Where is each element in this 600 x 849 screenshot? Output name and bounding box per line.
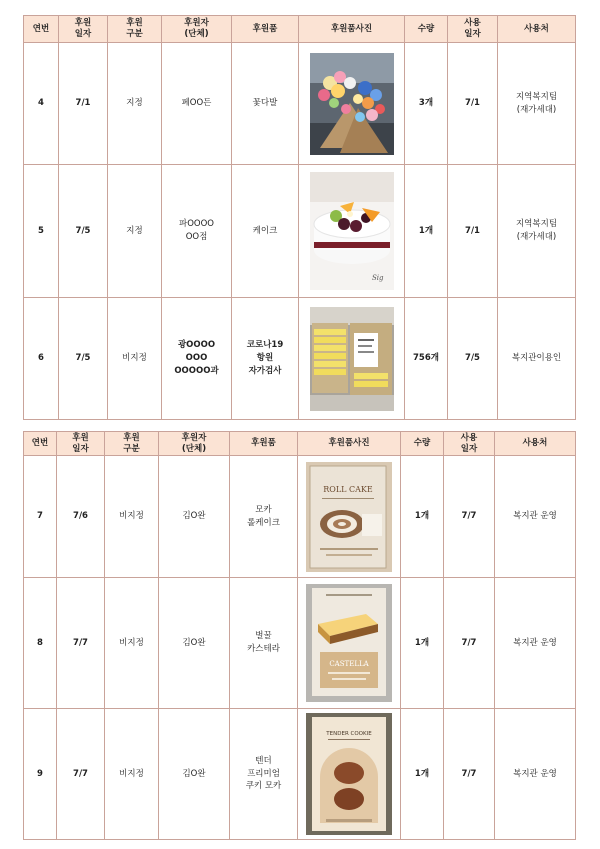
donation-table-1 bbox=[23, 15, 576, 420]
table-row bbox=[24, 456, 576, 578]
table-row bbox=[24, 165, 576, 298]
cell-donor: 김O완 bbox=[159, 578, 230, 709]
roll-cake-label: ROLL CAKE bbox=[323, 484, 373, 494]
cell-item: 꽃다발 bbox=[232, 43, 299, 165]
cell-no: 7 bbox=[24, 456, 57, 578]
cell-no: 8 bbox=[24, 578, 57, 709]
cell-photo bbox=[299, 43, 405, 165]
header-photo: 후원품사진 bbox=[299, 16, 405, 43]
cell-no: 5 bbox=[24, 165, 59, 298]
cell-place: 복지관이용인 bbox=[498, 298, 576, 420]
cell-donor: 페OO든 bbox=[162, 43, 232, 165]
flower-bouquet-photo bbox=[310, 53, 394, 155]
cell-donor: 파OOOO OO점 bbox=[162, 165, 232, 298]
header-type: 후원 구분 bbox=[105, 432, 159, 456]
cell-date: 7/6 bbox=[57, 456, 105, 578]
cell-photo bbox=[299, 165, 405, 298]
header-place: 사용처 bbox=[495, 432, 576, 456]
cell-qty: 1개 bbox=[405, 165, 448, 298]
cell-place: 지역복지팀 (재가세대) bbox=[498, 165, 576, 298]
cell-item: 벌꿀 카스테라 bbox=[230, 578, 298, 709]
cell-use-date: 7/7 bbox=[444, 709, 495, 840]
header-place: 사용처 bbox=[498, 16, 576, 43]
cookie-label: TENDER COOKIE bbox=[326, 731, 372, 737]
header-qty: 수량 bbox=[405, 16, 448, 43]
test-kit-boxes-photo bbox=[310, 307, 394, 411]
header-qty: 수량 bbox=[401, 432, 444, 456]
header-date: 후원 일자 bbox=[59, 16, 108, 43]
cell-type: 비지정 bbox=[105, 709, 159, 840]
cell-no: 6 bbox=[24, 298, 59, 420]
header-no: 연번 bbox=[24, 16, 59, 43]
cell-photo bbox=[298, 456, 401, 578]
table-header-row bbox=[24, 16, 576, 43]
cookie-box-photo bbox=[306, 713, 392, 835]
cell-date: 7/7 bbox=[57, 578, 105, 709]
header-no: 연번 bbox=[24, 432, 57, 456]
cell-qty: 756개 bbox=[405, 298, 448, 420]
cell-photo bbox=[299, 298, 405, 420]
castella-label: CASTELLA bbox=[329, 660, 369, 668]
cell-place: 복지관 운영 bbox=[495, 456, 576, 578]
header-date: 후원 일자 bbox=[57, 432, 105, 456]
cell-item: 텐더 프리미엄 쿠키 모카 bbox=[230, 709, 298, 840]
cell-qty: 1개 bbox=[401, 709, 444, 840]
header-donor: 후원자 (단체) bbox=[159, 432, 230, 456]
svg-text:Sig: Sig bbox=[371, 274, 384, 282]
cell-use-date: 7/7 bbox=[444, 456, 495, 578]
cell-date: 7/7 bbox=[57, 709, 105, 840]
cell-place: 복지관 운영 bbox=[495, 578, 576, 709]
cell-donor: 광OOOO OOO OOOOO과 bbox=[162, 298, 232, 420]
header-item: 후원품 bbox=[230, 432, 298, 456]
cell-no: 4 bbox=[24, 43, 59, 165]
cell-use-date: 7/1 bbox=[448, 165, 498, 298]
cell-date: 7/1 bbox=[59, 43, 108, 165]
cell-type: 지정 bbox=[108, 165, 162, 298]
table-row bbox=[24, 709, 576, 840]
cell-photo bbox=[298, 578, 401, 709]
cell-type: 비지정 bbox=[105, 578, 159, 709]
cell-use-date: 7/1 bbox=[448, 43, 498, 165]
cell-donor: 김O완 bbox=[159, 709, 230, 840]
cell-qty: 1개 bbox=[401, 578, 444, 709]
header-use-date: 사용 일자 bbox=[448, 16, 498, 43]
cell-item: 케이크 bbox=[232, 165, 299, 298]
cell-photo bbox=[298, 709, 401, 840]
header-photo: 후원품사진 bbox=[298, 432, 401, 456]
cell-use-date: 7/7 bbox=[444, 578, 495, 709]
cell-qty: 1개 bbox=[401, 456, 444, 578]
cell-no: 9 bbox=[24, 709, 57, 840]
header-donor: 후원자 (단체) bbox=[162, 16, 232, 43]
roll-cake-box-photo bbox=[306, 462, 392, 572]
cell-type: 비지정 bbox=[108, 298, 162, 420]
cell-date: 7/5 bbox=[59, 165, 108, 298]
fruit-cake-photo bbox=[310, 172, 394, 290]
table-header-row bbox=[24, 432, 576, 456]
cell-item: 코로나19 항원 자가검사 bbox=[232, 298, 299, 420]
donation-table-2 bbox=[23, 431, 576, 840]
cell-qty: 3개 bbox=[405, 43, 448, 165]
table-row bbox=[24, 43, 576, 165]
cell-item: 모카 롤케이크 bbox=[230, 456, 298, 578]
table-row bbox=[24, 578, 576, 709]
cell-donor: 김O완 bbox=[159, 456, 230, 578]
cell-use-date: 7/5 bbox=[448, 298, 498, 420]
header-type: 후원 구분 bbox=[108, 16, 162, 43]
cell-type: 지정 bbox=[108, 43, 162, 165]
header-item: 후원품 bbox=[232, 16, 299, 43]
castella-box-photo bbox=[306, 584, 392, 702]
cell-type: 비지정 bbox=[105, 456, 159, 578]
cell-date: 7/5 bbox=[59, 298, 108, 420]
cell-place: 복지관 운영 bbox=[495, 709, 576, 840]
table-row bbox=[24, 298, 576, 420]
header-use-date: 사용 일자 bbox=[444, 432, 495, 456]
cell-place: 지역복지팀 (재가세대) bbox=[498, 43, 576, 165]
